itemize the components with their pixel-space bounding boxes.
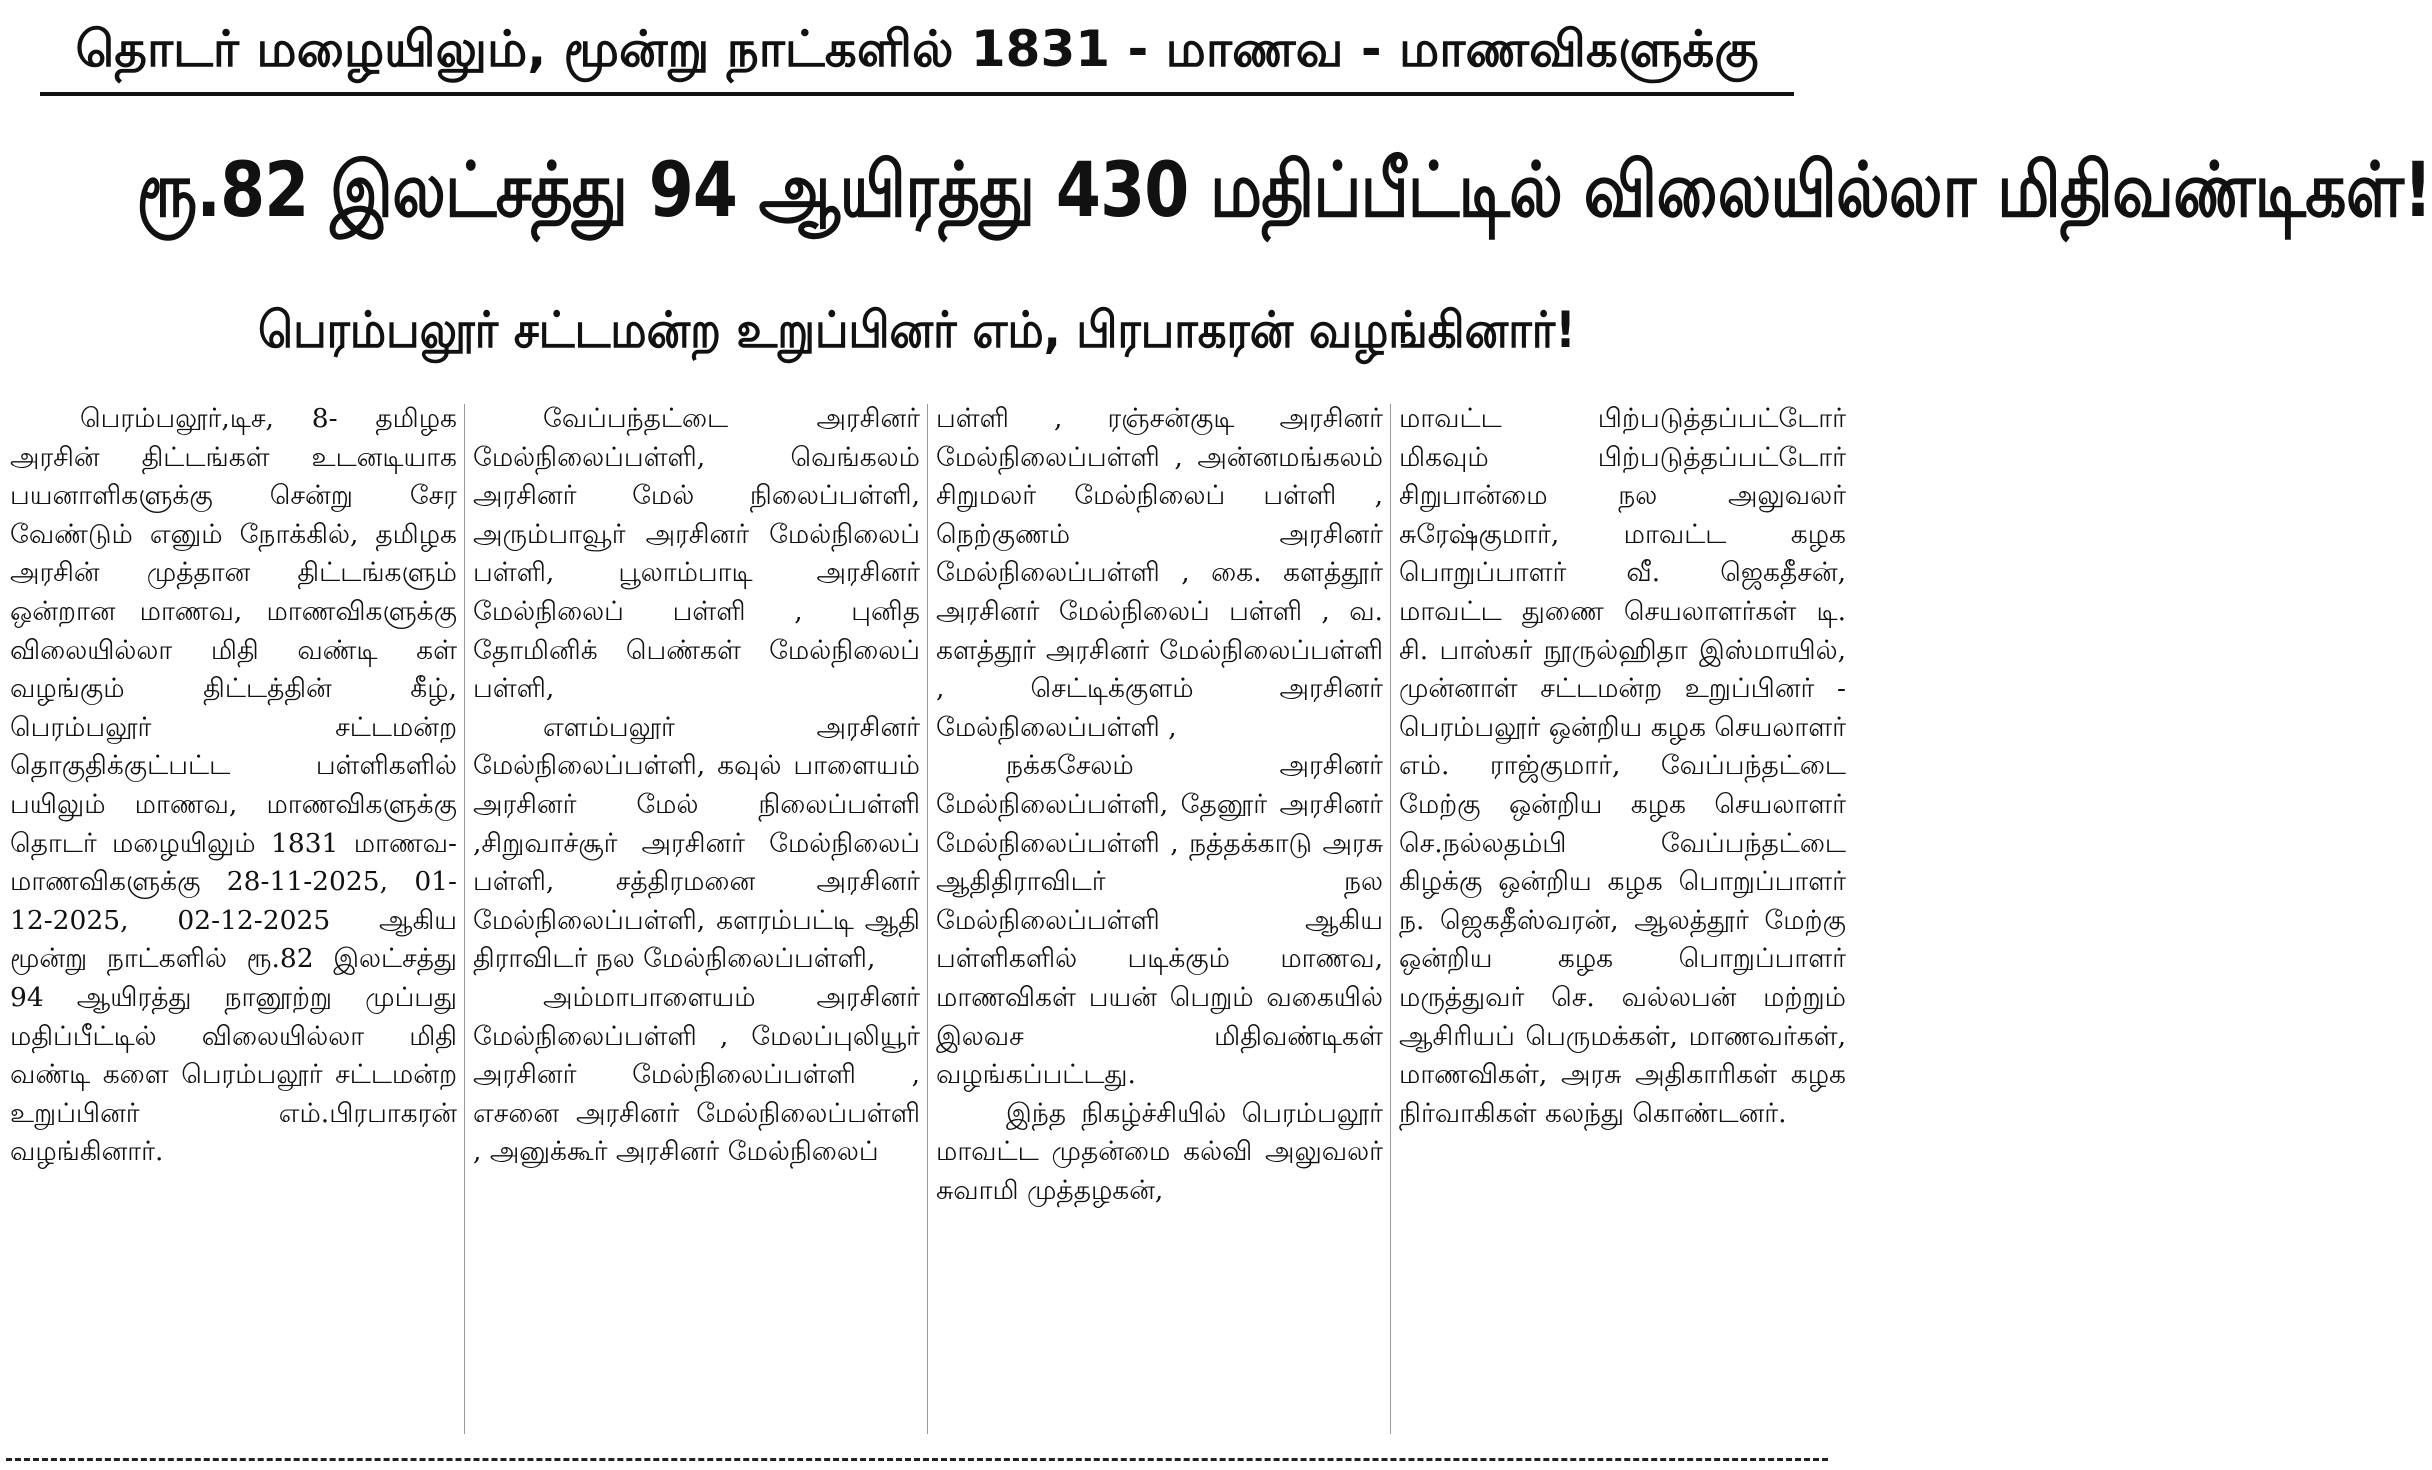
bottom-dashed-rule <box>6 1458 1828 1461</box>
article-paragraph: நக்கசேலம் அரசினர் மேல்நிலைப்பள்ளி, தேனூர் அரசினர் மேல்நிலைப்பள்ளி , நத்தக்காடு அரசு ஆதிதிராவிடர் நல மேல்நிலைப்பள்ளி ஆகிய பள்ளிகளில் படிக்கும் மாணவ, மாணவிகள் பயன் பெறும் வகையில் இலவச மிதிவண்டிகள் வழங்கப்பட்டது. <box>936 750 1383 1091</box>
article-paragraph: எளம்பலூர் அரசினர் மேல்நிலைப்பள்ளி, கவுல் பாளையம் அரசினர் மேல் நிலைப்பள்ளி ,சிறுவாச்சூர் அரசினர் மேல்நிலைப் பள்ளி, சத்திரமனை அரசினர் மேல்நிலைப்பள்ளி, களரம்பட்டி ஆதி திராவிடர் நல மேல்நிலைப்பள்ளி, <box>473 711 920 975</box>
article-paragraph: இந்த நிகழ்ச்சியில் பெரம்பலூர் மாவட்ட முதன்மை கல்வி அலுவலர் சுவாமி முத்தழகன், <box>936 1097 1383 1206</box>
article-paragraph: மாவட்ட பிற்படுத்தப்பட்டோர் மிகவும் பிற்படுத்தப்பட்டோர் சிறுபான்மை நல அலுவலர் சுரேஷ்குமார், மாவட்ட கழக பொறுப்பாளர் வீ. ஜெகதீசன், மாவட்ட துணை செயலாளர்கள் டி. சி. பாஸ்கர் நூருல்ஹிதா இஸ்மாயில், முன்னாள் சட்டமன்ற உறுப்பினர் - பெரம்பலூர் ஒன்றிய கழக செயலாளர் எம். ராஜ்குமார், வேப்பந்தட்டை மேற்கு ஒன்றிய கழக செயலாளர் செ.நல்லதம்பி வேப்பந்தட்டை கிழக்கு ஒன்றிய கழக பொறுப்பாளர் ந. ஜெகதீஸ்வரன், ஆலத்தூர் மேற்கு ஒன்றிய கழக பொறுப்பாளர் மருத்துவர் செ. வல்லபன் மற்றும் ஆசிரியப் பெருமக்கள், மாணவர்கள், மாணவிகள், அரசு அதிகாரிகள் கழக நிர்வாகிகள் கலந்து கொண்டனர். <box>1399 403 1846 1129</box>
article-paragraph: பெரம்பலூர்,டிச, 8- தமிழக அரசின் திட்டங்கள் உடனடியாக பயனாளிகளுக்கு சென்று சேர வேண்டும் எனும் நோக்கில், தமிழக அரசின் முத்தான திட்டங்களும் ஒன்றான மாணவ, மாணவிகளுக்கு விலையில்லா மிதி வண்டி கள் வழங்கும் திட்டத்தின் கீழ், பெரம்பலூர் சட்டமன்ற தொகுதிக்குட்பட்ட பள்ளிகளில் பயிலும் மாணவ, மாணவிகளுக்கு தொடர் மழையிலும் 1831 மாணவ- மாணவிகளுக்கு 28-11-2025, 01-12-2025, 02-12-2025 ஆகிய மூன்று நாட்களில் ரூ.82 இலட்சத்து 94 ஆயிரத்து நானூற்று முப்பது மதிப்பீட்டில் விலையில்லா மிதி வண்டி களை பெரம்பலூர் சட்டமன்ற உறுப்பினர் எம்.பிரபாகரன் வழங்கினார். <box>10 403 457 1168</box>
article-column-1 <box>10 400 457 1440</box>
article-paragraph: வேப்பந்தட்டை அரசினர் மேல்நிலைப்பள்ளி, வெங்கலம் அரசினர் மேல் நிலைப்பள்ளி, அரும்பாவூர் அரசினர் மேல்நிலைப் பள்ளி, பூலாம்பாடி அரசினர் மேல்நிலைப் பள்ளி , புனித தோமினிக் பெண்கள் மேல்நிலைப் பள்ளி, <box>473 403 920 705</box>
headline-kicker: தொடர் மழையிலும், மூன்று நாட்களில் 1831 - மாணவ - மாணவிகளுக்கு <box>75 20 1759 78</box>
article-columns <box>10 400 1846 1440</box>
article-column-2 <box>473 400 920 1440</box>
article-column-4 <box>1399 400 1846 1440</box>
article-paragraph: பள்ளி , ரஞ்சன்குடி அரசினர் மேல்நிலைப்பள்ளி , அன்னமங்கலம் சிறுமலர் மேல்நிலைப் பள்ளி , நெற்குணம் அரசினர் மேல்நிலைப்பள்ளி , கை. களத்தூர் அரசினர் மேல்நிலைப் பள்ளி , வ. களத்தூர் அரசினர் மேல்நிலைப்பள்ளி , செட்டிக்குளம் அரசினர் மேல்நிலைப்பள்ளி , <box>936 403 1383 743</box>
headline-main: ரூ.82 இலட்சத்து 94 ஆயிரத்து 430 மதிப்பீட்டில் விலையில்லா மிதிவண்டிகள்! <box>136 145 2432 234</box>
article-column-3 <box>936 400 1383 1440</box>
kicker-underline <box>40 92 1794 96</box>
headline-sub: பெரம்பலூர் சட்டமன்ற உறுப்பினர் எம், பிரபாகரன் வழங்கினார்! <box>258 301 1576 359</box>
article-paragraph: அம்மாபாளையம் அரசினர் மேல்நிலைப்பள்ளி , மேலப்புலியூர் அரசினர் மேல்நிலைப்பள்ளி , எசனை அரசினர் மேல்நிலைப்பள்ளி , அனுக்கூர் அரசினர் மேல்நிலைப் <box>473 981 920 1168</box>
